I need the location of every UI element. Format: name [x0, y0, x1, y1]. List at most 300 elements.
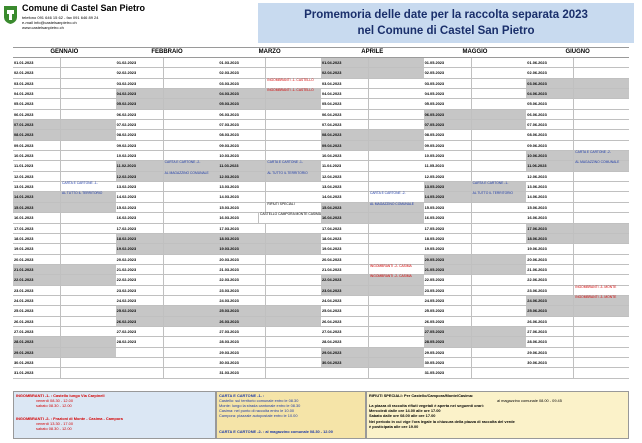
day-date: 29.03.2023	[218, 348, 266, 357]
day-note	[61, 141, 116, 150]
day-cell	[116, 317, 219, 327]
day-cell	[424, 286, 527, 296]
day-cell	[526, 68, 629, 78]
day-date: 30.05.2023	[424, 358, 472, 367]
day-date: 16.06.2023	[526, 213, 574, 222]
day-cell	[424, 275, 527, 285]
calendar-row	[13, 213, 629, 223]
day-note	[164, 130, 219, 139]
day-date: 24.01.2023	[13, 296, 61, 305]
calendar-row	[13, 110, 629, 120]
day-date: 31.01.2023	[13, 368, 61, 377]
day-date: 16.01.2023	[13, 213, 61, 222]
day-date: 13.06.2023	[526, 182, 574, 191]
day-note	[266, 141, 321, 150]
day-cell	[13, 368, 116, 378]
day-date: 19.05.2023	[424, 244, 472, 253]
day-note	[369, 182, 424, 191]
day-date: 25.03.2023	[218, 306, 266, 315]
day-note	[266, 99, 321, 108]
day-cell	[218, 89, 321, 99]
day-date: 18.02.2023	[116, 234, 164, 243]
calendar-row	[13, 337, 629, 347]
day-cell	[321, 161, 424, 171]
day-date: 02.04.2023	[321, 68, 369, 77]
day-date: 08.02.2023	[116, 130, 164, 139]
day-date: 18.05.2023	[424, 234, 472, 243]
day-date: 17.05.2023	[424, 224, 472, 233]
verde-summer-time: è posticipata alle ore 19.00	[369, 424, 419, 429]
day-cell	[116, 213, 219, 223]
day-date: 26.03.2023	[218, 317, 266, 326]
day-note	[61, 265, 116, 274]
rifiuti-title: RIFIUTI SPECIALI: Per Castello/Campora/Monte/Casima:	[369, 393, 474, 398]
day-note	[369, 213, 424, 222]
day-note	[164, 234, 219, 243]
day-date: 18.06.2023	[526, 234, 574, 243]
day-cell	[116, 58, 219, 68]
day-note	[369, 110, 424, 119]
day-note	[574, 99, 629, 108]
day-cell	[218, 234, 321, 244]
day-cell	[321, 234, 424, 244]
day-date: 17.04.2023	[321, 224, 369, 233]
day-cell	[424, 161, 527, 171]
day-note	[61, 286, 116, 295]
day-note	[164, 192, 219, 201]
day-note	[266, 110, 321, 119]
day-cell	[424, 358, 527, 368]
day-cell	[424, 265, 527, 275]
day-note	[369, 286, 424, 295]
day-cell	[116, 192, 219, 202]
day-note	[164, 79, 219, 88]
calendar-row	[13, 141, 629, 151]
calendar-row	[13, 317, 629, 327]
day-cell	[526, 296, 629, 306]
day-cell	[218, 348, 321, 358]
day-note	[472, 368, 527, 377]
day-date: 25.04.2023	[321, 306, 369, 315]
day-note	[369, 172, 424, 181]
day-cell	[218, 244, 321, 254]
day-cell	[526, 130, 629, 140]
day-date: 26.01.2023	[13, 317, 61, 326]
day-date: 03.01.2023	[13, 79, 61, 88]
day-cell	[321, 327, 424, 337]
day-note	[266, 265, 321, 274]
day-date: 06.01.2023	[13, 110, 61, 119]
day-note	[369, 99, 424, 108]
day-date: 05.01.2023	[13, 99, 61, 108]
day-date: 04.04.2023	[321, 89, 369, 98]
day-date: 26.06.2023	[526, 317, 574, 326]
day-note	[61, 58, 116, 67]
day-note	[266, 224, 321, 233]
day-date: 05.04.2023	[321, 99, 369, 108]
day-date: 14.05.2023	[424, 192, 472, 201]
day-note	[574, 265, 629, 274]
calendar-row	[13, 161, 629, 171]
day-note	[164, 213, 219, 222]
month-header: FEBBRAIO	[151, 49, 183, 55]
day-cell	[116, 120, 219, 130]
carta-legend	[216, 391, 366, 439]
day-cell	[13, 234, 116, 244]
verde-intro: La piazza di raccolta rifiuti vegetali è aperta nei seguenti orari:	[369, 403, 485, 408]
day-date: 31.05.2023	[424, 368, 472, 377]
day-note	[164, 244, 219, 253]
month-header-row	[13, 47, 629, 58]
day-date: 03.04.2023	[321, 79, 369, 88]
day-cell	[321, 89, 424, 99]
day-note	[266, 120, 321, 129]
day-cell	[321, 224, 424, 234]
org-name: Comune di Castel San Pietro	[22, 3, 146, 13]
day-cell	[218, 358, 321, 368]
day-date: 12.06.2023	[526, 172, 574, 181]
page-subtitle: nel Comune di Castel San Pietro	[357, 25, 535, 37]
day-date: 18.03.2023	[218, 234, 266, 243]
calendar-row	[13, 306, 629, 316]
day-date: 23.06.2023	[526, 286, 574, 295]
day-note	[472, 110, 527, 119]
day-date: 02.01.2023	[13, 68, 61, 77]
day-date: 28.06.2023	[526, 337, 574, 346]
day-note: AL TUTTO IL TERRITORIO	[61, 192, 116, 201]
day-date: 07.01.2023	[13, 120, 61, 129]
day-date: 17.01.2023	[13, 224, 61, 233]
day-note	[61, 172, 116, 181]
page-header	[0, 0, 642, 50]
day-note: CARTA E CARTONE -2-	[574, 151, 629, 160]
day-cell	[321, 286, 424, 296]
day-date: 30.01.2023	[13, 358, 61, 367]
day-note	[164, 89, 219, 98]
carta1-castello: Castello: sul territorio comunale entro le 08.30	[219, 398, 299, 403]
day-date: 25.06.2023	[526, 306, 574, 315]
day-cell	[116, 99, 219, 109]
calendar-row	[13, 265, 629, 275]
ingombranti1-saturday: sabato 08.30 - 12.00	[36, 403, 72, 408]
day-note: AL TUTTO IL TERRITORIO	[266, 172, 321, 181]
day-cell	[13, 203, 116, 213]
calendar-row	[13, 99, 629, 109]
day-cell	[526, 368, 629, 378]
day-note	[61, 337, 116, 346]
day-note	[369, 348, 424, 357]
day-note	[574, 275, 629, 284]
day-date: 01.06.2023	[526, 58, 574, 67]
day-date: 22.03.2023	[218, 275, 266, 284]
day-date: 21.03.2023	[218, 265, 266, 274]
day-note	[164, 182, 219, 191]
day-date: 22.05.2023	[424, 275, 472, 284]
day-note	[472, 130, 527, 139]
day-note: CASTELLO CAMPORA MONTE CASIMA	[259, 212, 321, 217]
day-date: 23.05.2023	[424, 286, 472, 295]
day-cell	[13, 275, 116, 285]
day-cell	[116, 358, 219, 368]
day-date: 30.06.2023	[526, 358, 574, 367]
calendar-row	[13, 172, 629, 182]
day-note	[164, 286, 219, 295]
day-cell	[218, 306, 321, 316]
day-date: 23.04.2023	[321, 286, 369, 295]
day-note	[472, 234, 527, 243]
day-note	[164, 275, 219, 284]
day-cell	[424, 192, 527, 202]
day-note	[472, 317, 527, 326]
day-date: 21.02.2023	[116, 265, 164, 274]
day-date: 22.01.2023	[13, 275, 61, 284]
day-date: 29.05.2023	[424, 348, 472, 357]
day-date: 10.06.2023	[526, 151, 574, 160]
day-date: 16.04.2023	[321, 213, 369, 222]
day-cell	[526, 192, 629, 202]
day-cell	[424, 58, 527, 68]
day-note	[369, 234, 424, 243]
day-note	[472, 265, 527, 274]
day-cell	[116, 368, 219, 378]
day-date: 16.03.2023	[218, 213, 259, 222]
day-note: CARTA E CARTONE -2-	[369, 191, 406, 196]
day-date: 10.05.2023	[424, 151, 472, 160]
day-cell	[116, 182, 219, 192]
day-note	[369, 79, 424, 88]
day-cell	[321, 337, 424, 347]
day-cell	[116, 130, 219, 140]
day-date: 01.01.2023	[13, 58, 61, 67]
day-date: 07.02.2023	[116, 120, 164, 129]
day-note	[574, 172, 629, 181]
day-date: 11.05.2023	[424, 161, 472, 170]
verde-summer-note: Nei periodo in cui vige l'ora legale la chiusura della piazza di raccolta del verde	[369, 419, 515, 424]
month-header: GENNAIO	[50, 49, 79, 55]
day-cell	[218, 172, 321, 182]
day-cell	[526, 306, 629, 316]
day-note	[574, 306, 629, 315]
day-note	[369, 317, 424, 326]
day-note	[61, 244, 116, 253]
day-cell	[321, 213, 424, 223]
calendar-row	[13, 286, 629, 296]
day-cell	[526, 161, 629, 171]
day-date: 15.01.2023	[13, 203, 61, 212]
day-cell	[321, 244, 424, 254]
day-note	[164, 368, 219, 377]
day-date: 09.01.2023	[13, 141, 61, 150]
day-note	[574, 348, 629, 357]
carta2-title: CARTA E CARTONE -2- : al magazzino comunale 08.30 - 12.00	[219, 429, 333, 434]
day-cell	[424, 224, 527, 234]
carta1-casima: Casima: nel punto di raccolta entro le 10.00	[219, 408, 295, 413]
day-note	[472, 99, 527, 108]
day-note	[266, 255, 321, 264]
day-cell	[218, 99, 321, 109]
day-note	[369, 89, 424, 98]
day-date: 04.03.2023	[218, 89, 266, 98]
day-cell	[424, 120, 527, 130]
day-cell	[424, 255, 527, 265]
day-note	[574, 337, 629, 346]
day-date: 29.04.2023	[321, 348, 369, 357]
day-note	[61, 327, 116, 336]
day-cell	[424, 337, 527, 347]
day-note	[574, 317, 629, 326]
day-date: 20.04.2023	[321, 255, 369, 264]
day-note: INGOMBRANTI -3- MONTE	[574, 296, 629, 305]
day-note	[574, 368, 629, 377]
day-note	[472, 286, 527, 295]
day-note	[369, 327, 424, 336]
calendar-row	[13, 224, 629, 234]
day-cell	[13, 306, 116, 316]
contact-email: e-mail info@castelsanpietro.ch	[22, 20, 77, 26]
day-date: 28.01.2023	[13, 337, 61, 346]
day-date: 03.06.2023	[526, 79, 574, 88]
day-cell	[424, 79, 527, 89]
day-date: 02.05.2023	[424, 68, 472, 77]
day-date: 15.03.2023	[218, 203, 266, 212]
calendar-row	[13, 151, 629, 161]
day-note	[472, 68, 527, 77]
day-note	[61, 68, 116, 77]
day-date: 24.02.2023	[116, 296, 164, 305]
day-note	[164, 99, 219, 108]
day-note	[369, 120, 424, 129]
ingombranti2-friday: venerdì 13.30 - 17.00	[36, 421, 73, 426]
calendar-row	[13, 58, 629, 68]
day-cell	[13, 151, 116, 161]
day-note	[472, 141, 527, 150]
day-date: 03.03.2023	[218, 79, 266, 88]
day-date: 17.02.2023	[116, 224, 164, 233]
day-date: 11.06.2023	[526, 161, 574, 170]
day-cell	[116, 203, 219, 213]
calendar-row	[13, 368, 629, 378]
day-cell	[13, 99, 116, 109]
day-cell	[526, 89, 629, 99]
day-date: 05.03.2023	[218, 99, 266, 108]
day-note	[61, 130, 116, 139]
day-note	[61, 317, 116, 326]
day-date: 01.02.2023	[116, 58, 164, 67]
day-note	[266, 182, 321, 191]
day-cell	[13, 327, 116, 337]
day-note	[574, 141, 629, 150]
day-cell	[13, 265, 116, 275]
day-cell	[424, 306, 527, 316]
day-note	[472, 275, 527, 284]
day-note	[369, 151, 424, 160]
day-date: 13.03.2023	[218, 182, 266, 191]
calendar-row	[13, 234, 629, 244]
day-date: 24.04.2023	[321, 296, 369, 305]
day-date: 06.05.2023	[424, 110, 472, 119]
day-cell	[526, 58, 629, 68]
calendar-row	[13, 79, 629, 89]
day-note	[472, 203, 527, 212]
day-note	[164, 306, 219, 315]
day-date: 15.02.2023	[116, 203, 164, 212]
day-date: 27.01.2023	[13, 327, 61, 336]
day-date: 24.03.2023	[218, 296, 266, 305]
day-note	[164, 68, 219, 77]
day-date: 20.01.2023	[13, 255, 61, 264]
calendar-row	[13, 358, 629, 368]
day-date: 29.01.2023	[13, 348, 61, 357]
day-date: 01.05.2023	[424, 58, 472, 67]
day-date: 22.06.2023	[526, 275, 574, 284]
day-note	[472, 172, 527, 181]
day-note	[266, 234, 321, 243]
day-note	[61, 89, 116, 98]
day-date: 02.06.2023	[526, 68, 574, 77]
day-date: 14.03.2023	[218, 192, 266, 201]
calendar-row	[13, 296, 629, 306]
day-cell	[116, 89, 219, 99]
day-note	[472, 306, 527, 315]
ingombranti1-title: INGOMBRANTI -1- : Castello lungo Via Carpinell	[16, 393, 105, 398]
day-cell	[321, 172, 424, 182]
day-cell	[526, 203, 629, 213]
day-cell	[116, 348, 219, 358]
day-date: 08.04.2023	[321, 130, 369, 139]
day-note	[574, 234, 629, 243]
day-note	[61, 348, 116, 357]
calendar-row	[13, 120, 629, 130]
day-note: INGOMBRANTI -2- CASIMA	[369, 263, 412, 268]
day-note	[369, 130, 424, 139]
day-cell	[321, 99, 424, 109]
day-date: 19.03.2023	[218, 244, 266, 253]
day-cell	[218, 141, 321, 151]
day-cell	[13, 58, 116, 68]
day-date: 23.03.2023	[218, 286, 266, 295]
day-cell	[116, 255, 219, 265]
day-note	[61, 151, 116, 160]
day-date: 09.02.2023	[116, 141, 164, 150]
day-date	[116, 368, 164, 377]
day-cell	[424, 213, 527, 223]
day-cell	[218, 182, 321, 192]
day-cell	[13, 130, 116, 140]
day-cell	[13, 317, 116, 327]
day-note	[472, 224, 527, 233]
carta1-campora: Campora: piazzale autopostale entro le 10.00	[219, 413, 298, 418]
day-note	[369, 368, 424, 377]
day-cell	[424, 348, 527, 358]
month-header: GIUGNO	[565, 49, 590, 55]
day-date: 24.05.2023	[424, 296, 472, 305]
day-note	[266, 296, 321, 305]
day-date: 04.01.2023	[13, 89, 61, 98]
day-date: 15.06.2023	[526, 203, 574, 212]
day-cell	[526, 327, 629, 337]
day-date: 19.01.2023	[13, 244, 61, 253]
day-date: 07.04.2023	[321, 120, 369, 129]
day-date: 23.01.2023	[13, 286, 61, 295]
day-cell	[13, 68, 116, 78]
day-date: 28.03.2023	[218, 337, 266, 346]
day-cell	[526, 244, 629, 254]
day-note	[61, 358, 116, 367]
day-note	[472, 348, 527, 357]
day-note	[472, 358, 527, 367]
day-date: 05.05.2023	[424, 99, 472, 108]
day-note	[266, 151, 321, 160]
